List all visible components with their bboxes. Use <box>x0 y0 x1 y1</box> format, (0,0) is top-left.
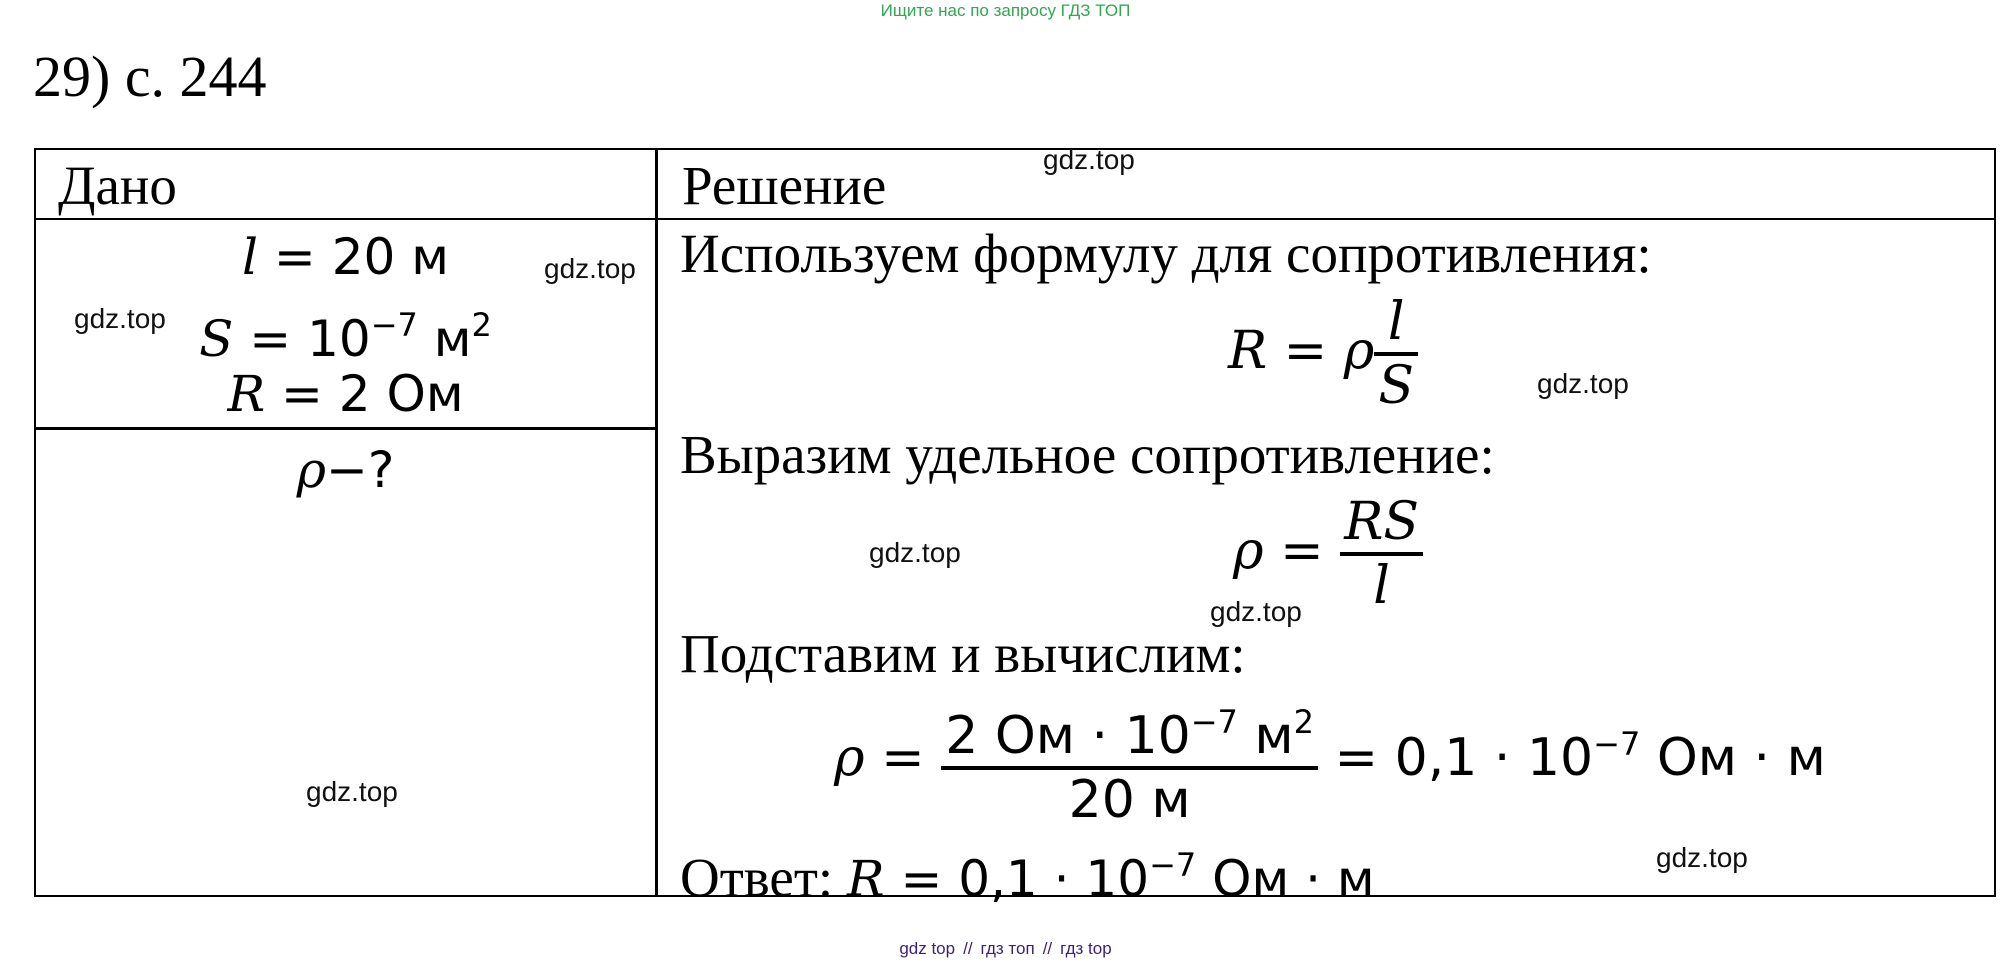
answer-value: = 0,1 · 10 <box>884 850 1150 908</box>
watermark: gdz.top <box>869 537 961 568</box>
answer-line <box>680 833 1375 911</box>
watermark: gdz.top <box>544 253 636 284</box>
find-var: ρ <box>296 441 326 499</box>
num-unit: м <box>1237 706 1294 766</box>
answer-exp: −7 <box>1149 846 1197 884</box>
answer-label: Ответ: <box>680 847 847 908</box>
given-length-value: = 20 м <box>258 228 449 286</box>
find-quantity <box>34 440 657 500</box>
given-area-unit: м <box>417 310 472 368</box>
watermark: gdz.top <box>1210 596 1302 627</box>
formula-resistance-den: S <box>1378 356 1414 416</box>
num-unit-exp: 2 <box>1293 703 1315 741</box>
num-value: 2 Ом · 10 <box>945 706 1191 766</box>
formula-resistivity-den: l <box>1373 556 1390 616</box>
given-resistance-var: R <box>227 365 266 423</box>
formula-resistivity-fraction <box>1340 492 1423 616</box>
formula-calculation-num <box>941 692 1318 766</box>
given-resistance <box>34 364 657 424</box>
table-header-divider <box>34 218 1996 220</box>
given-area-exp: −7 <box>370 306 418 344</box>
formula-calculation <box>834 692 1826 830</box>
footer-part-2: гдз топ <box>980 939 1035 958</box>
given-area-unit-exp: 2 <box>471 306 492 344</box>
given-area-var: S <box>199 310 234 368</box>
formula-resistance-num: l <box>1387 292 1405 352</box>
solution-line-1: Используем формулу для сопротивления: <box>680 223 1652 284</box>
formula-resistivity-num: RS <box>1344 492 1419 552</box>
given-resistance-value: = 2 Ом <box>265 365 464 423</box>
answer-var: R <box>846 850 885 908</box>
find-question: −? <box>325 441 395 499</box>
footer <box>0 938 2011 960</box>
watermark: gdz.top <box>306 776 398 807</box>
formula-resistance-fraction <box>1374 292 1418 416</box>
formula-calculation-den: 20 м <box>1068 770 1191 830</box>
answer-unit: Ом · м <box>1196 850 1375 908</box>
formula-calculation-lhs: ρ = <box>834 728 942 788</box>
formula-calculation-fraction <box>941 692 1318 830</box>
footer-separator: // <box>1042 939 1053 958</box>
watermark: gdz.top <box>74 303 166 334</box>
formula-resistance <box>1228 292 1418 416</box>
watermark: gdz.top <box>1043 144 1135 175</box>
given-find-divider <box>34 427 657 430</box>
num-exp: −7 <box>1190 703 1238 741</box>
given-area-value: = 10 <box>233 310 371 368</box>
header-given: Дано <box>58 155 177 216</box>
watermark: gdz.top <box>1656 842 1748 873</box>
solution-line-2: Выразим удельное сопротивление: <box>680 424 1495 485</box>
formula-calculation-rhs: = 0,1 · 10 <box>1318 728 1594 788</box>
solution-line-3: Подставим и вычислим: <box>680 623 1246 684</box>
watermark: gdz.top <box>1537 368 1629 399</box>
formula-calculation-rhs-exp: −7 <box>1593 725 1641 763</box>
footer-separator: // <box>963 939 973 958</box>
top-banner: Ищите нас по запросу ГДЗ ТОП <box>880 1 1131 20</box>
footer-part-1: gdz top <box>899 939 956 958</box>
formula-calculation-rhs-unit: Ом · м <box>1640 728 1826 788</box>
footer-part-3: гдз top <box>1060 939 1112 958</box>
problem-title: 29) с. 244 <box>33 44 267 109</box>
formula-resistivity-lhs: ρ = <box>1233 521 1341 581</box>
given-length-var: l <box>242 228 259 286</box>
header-solution: Решение <box>682 155 887 216</box>
formula-resistance-lhs: R = ρ <box>1228 321 1375 381</box>
